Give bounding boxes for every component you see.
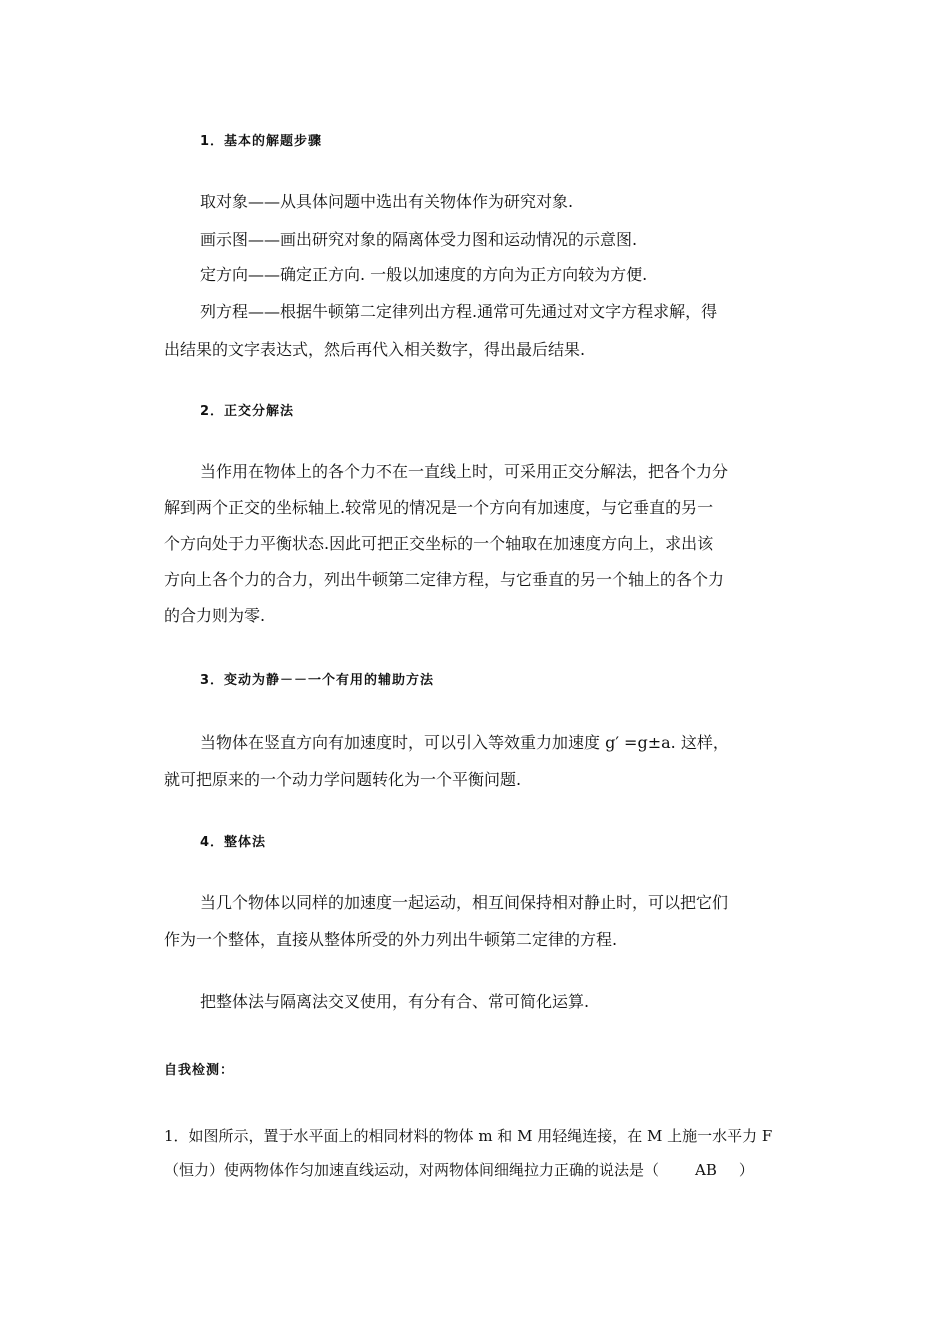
paragraph-line: 取对象——从具体问题中选出有关物体作为研究对象.	[200, 192, 574, 211]
paragraph-line: 作为一个整体，直接从整体所受的外力列出牛顿第二定律的方程.	[164, 930, 618, 949]
self-check-heading: 自我检测：	[164, 1063, 235, 1078]
paragraph-line: 画示图——画出研究对象的隔离体受力图和运动情况的示意图.	[200, 230, 638, 249]
paragraph-line: 就可把原来的一个动力学问题转化为一个平衡问题.	[164, 770, 522, 789]
section-heading-2: 2．正交分解法	[200, 404, 295, 419]
section-heading-1: 1．基本的解题步骤	[200, 134, 323, 149]
section-heading-4: 4．整体法	[200, 835, 267, 850]
paragraph-line: 把整体法与隔离法交叉使用，有分有合、常可简化运算.	[200, 992, 590, 1011]
question-1-line-1: 1．如图所示，置于水平面上的相同材料的物体 m 和 M 用轻绳连接，在 M 上施一水平力 F	[164, 1127, 773, 1145]
question-1-line-2	[164, 1160, 754, 1180]
section-heading-3: 3．变动为静－－一个有用的辅助方法	[200, 673, 435, 688]
paragraph-line: 个方向处于力平衡状态.因此可把正交坐标的一个轴取在加速度方向上，求出该	[164, 534, 714, 553]
paragraph-line: 当作用在物体上的各个力不在一直线上时，可采用正交分解法，把各个力分	[200, 462, 729, 481]
paragraph-line: 出结果的文字表达式，然后再代入相关数字，得出最后结果.	[164, 340, 586, 359]
paragraph-line: 解到两个正交的坐标轴上.较常见的情况是一个方向有加速度，与它垂直的另一	[164, 498, 714, 517]
paragraph-line: 定方向——确定正方向. 一般以加速度的方向为正方向较为方便.	[200, 265, 648, 284]
paragraph-line: 当几个物体以同样的加速度一起运动，相互间保持相对静止时，可以把它们	[200, 893, 729, 912]
question-1-close-paren: ）	[738, 1161, 754, 1179]
paragraph-line: 的合力则为零.	[164, 606, 266, 625]
question-1-answer: AB	[695, 1161, 717, 1179]
paragraph-line: 列方程——根据牛顿第二定律列出方程.通常可先通过对文字方程求解，得	[200, 302, 718, 321]
question-1-stem: （恒力）使两物体作匀加速直线运动，对两物体间细绳拉力正确的说法是（	[164, 1161, 660, 1179]
paragraph-line: 当物体在竖直方向有加速度时，可以引入等效重力加速度 g′ =g±a. 这样，	[200, 733, 729, 752]
paragraph-line: 方向上各个力的合力，列出牛顿第二定律方程，与它垂直的另一个轴上的各个力	[164, 570, 725, 589]
